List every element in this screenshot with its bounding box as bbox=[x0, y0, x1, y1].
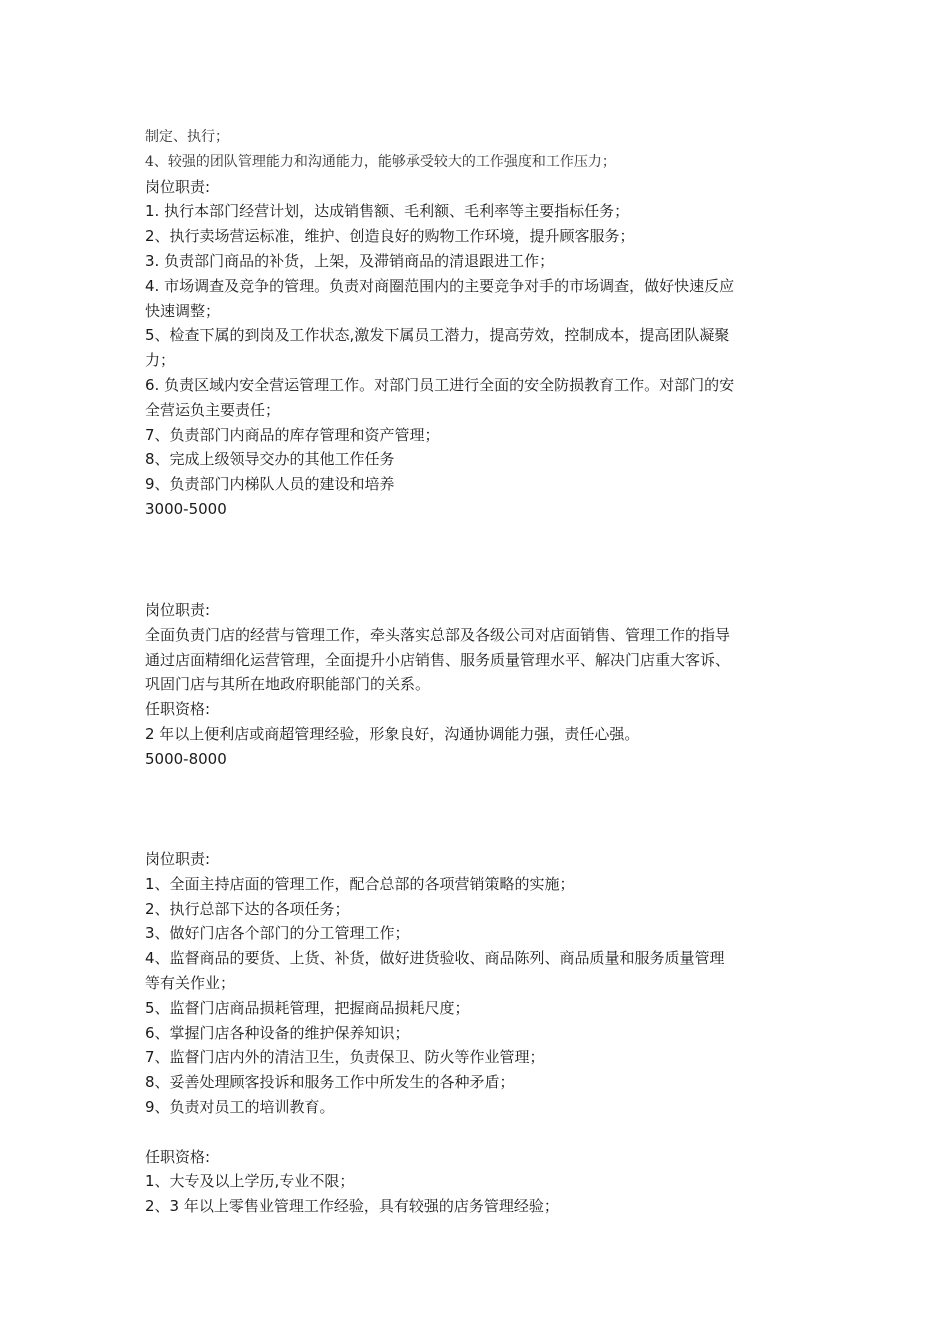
text-line: 快速调整； bbox=[145, 301, 221, 320]
text-line: 力； bbox=[145, 351, 176, 370]
text-line: 9、负责对员工的培训教育。 bbox=[145, 1097, 335, 1116]
text-line: 9、负责部门内梯队人员的建设和培养 bbox=[145, 475, 395, 494]
section-heading: 岗位职责: bbox=[145, 850, 211, 868]
section-heading: 岗位职责: bbox=[145, 601, 211, 619]
text-line: 全面负责门店的经营与管理工作，牵头落实总部及各级公司对店面销售、管理工作的指导 bbox=[145, 625, 731, 644]
text-line: 1. 执行本部门经营计划，达成销售额、毛利额、毛利率等主要指标任务； bbox=[145, 202, 630, 221]
text-line: 3、做好门店各个部门的分工管理工作； bbox=[145, 924, 410, 943]
text-line: 5、检查下属的到岗及工作状态,激发下属员工潜力，提高劳效，控制成本，提高团队凝聚 bbox=[145, 326, 730, 345]
text-line: 制定、执行； bbox=[145, 129, 229, 145]
section-1 bbox=[145, 125, 815, 522]
text-line: 等有关作业； bbox=[145, 973, 236, 992]
text-line: 6. 负责区域内安全营运管理工作。对部门员工进行全面的安全防损教育工作。对部门的安 bbox=[145, 375, 735, 394]
text-line: 4、监督商品的要货、上货、补货，做好进货验收、商品陈列、商品质量和服务质量管理 bbox=[145, 949, 725, 968]
section-heading: 任职资格: bbox=[145, 700, 211, 719]
section-heading: 任职资格: bbox=[145, 1147, 211, 1166]
text-line: 2、执行卖场营运标准，维护、创造良好的购物工作环境，提升顾客服务； bbox=[145, 227, 635, 246]
text-line: 6、掌握门店各种设备的维护保养知识； bbox=[145, 1023, 410, 1042]
text-line: 8、妥善处理顾客投诉和服务工作中所发生的各种矛盾； bbox=[145, 1073, 515, 1092]
text-line: 4. 市场调查及竞争的管理。负责对商圈范围内的主要竞争对手的市场调查，做好快速反应 bbox=[145, 276, 735, 295]
section-2 bbox=[145, 598, 815, 772]
salary-range: 3000-5000 bbox=[145, 499, 227, 518]
text-line: 4、较强的团队管理能力和沟通能力，能够承受较大的工作强度和工作压力； bbox=[145, 153, 616, 170]
text-line: 2 年以上便利店或商超管理经验，形象良好，沟通协调能力强，责任心强。 bbox=[145, 724, 640, 743]
text-line: 全营运负主要责任； bbox=[145, 400, 281, 419]
text-line: 7、负责部门内商品的库存管理和资产管理； bbox=[145, 425, 440, 444]
text-line: 1、全面主持店面的管理工作，配合总部的各项营销策略的实施； bbox=[145, 874, 575, 893]
text-line: 7、监督门店内外的清洁卫生，负责保卫、防火等作业管理； bbox=[145, 1048, 545, 1067]
text-line: 通过店面精细化运营管理，全面提升小店销售、服务质量管理水平、解决门店重大客诉、 bbox=[145, 650, 731, 669]
salary-range: 5000-8000 bbox=[145, 749, 227, 768]
section-heading: 岗位职责: bbox=[145, 177, 211, 196]
text-line: 8、完成上级领导交办的其他工作任务 bbox=[145, 450, 395, 469]
text-line: 2、执行总部下达的各项任务； bbox=[145, 899, 350, 918]
text-line: 2、3 年以上零售业管理工作经验，具有较强的店务管理经验； bbox=[145, 1197, 559, 1216]
text-line: 巩固门店与其所在地政府职能部门的关系。 bbox=[145, 675, 431, 694]
text-line: 5、监督门店商品损耗管理，把握商品损耗尺度； bbox=[145, 998, 470, 1017]
section-3 bbox=[145, 847, 815, 1219]
text-line: 1、大专及以上学历,专业不限； bbox=[145, 1172, 355, 1191]
text-line: 3. 负责部门商品的补货，上架，及滞销商品的清退跟进工作； bbox=[145, 251, 555, 270]
blank-line bbox=[145, 1120, 815, 1145]
